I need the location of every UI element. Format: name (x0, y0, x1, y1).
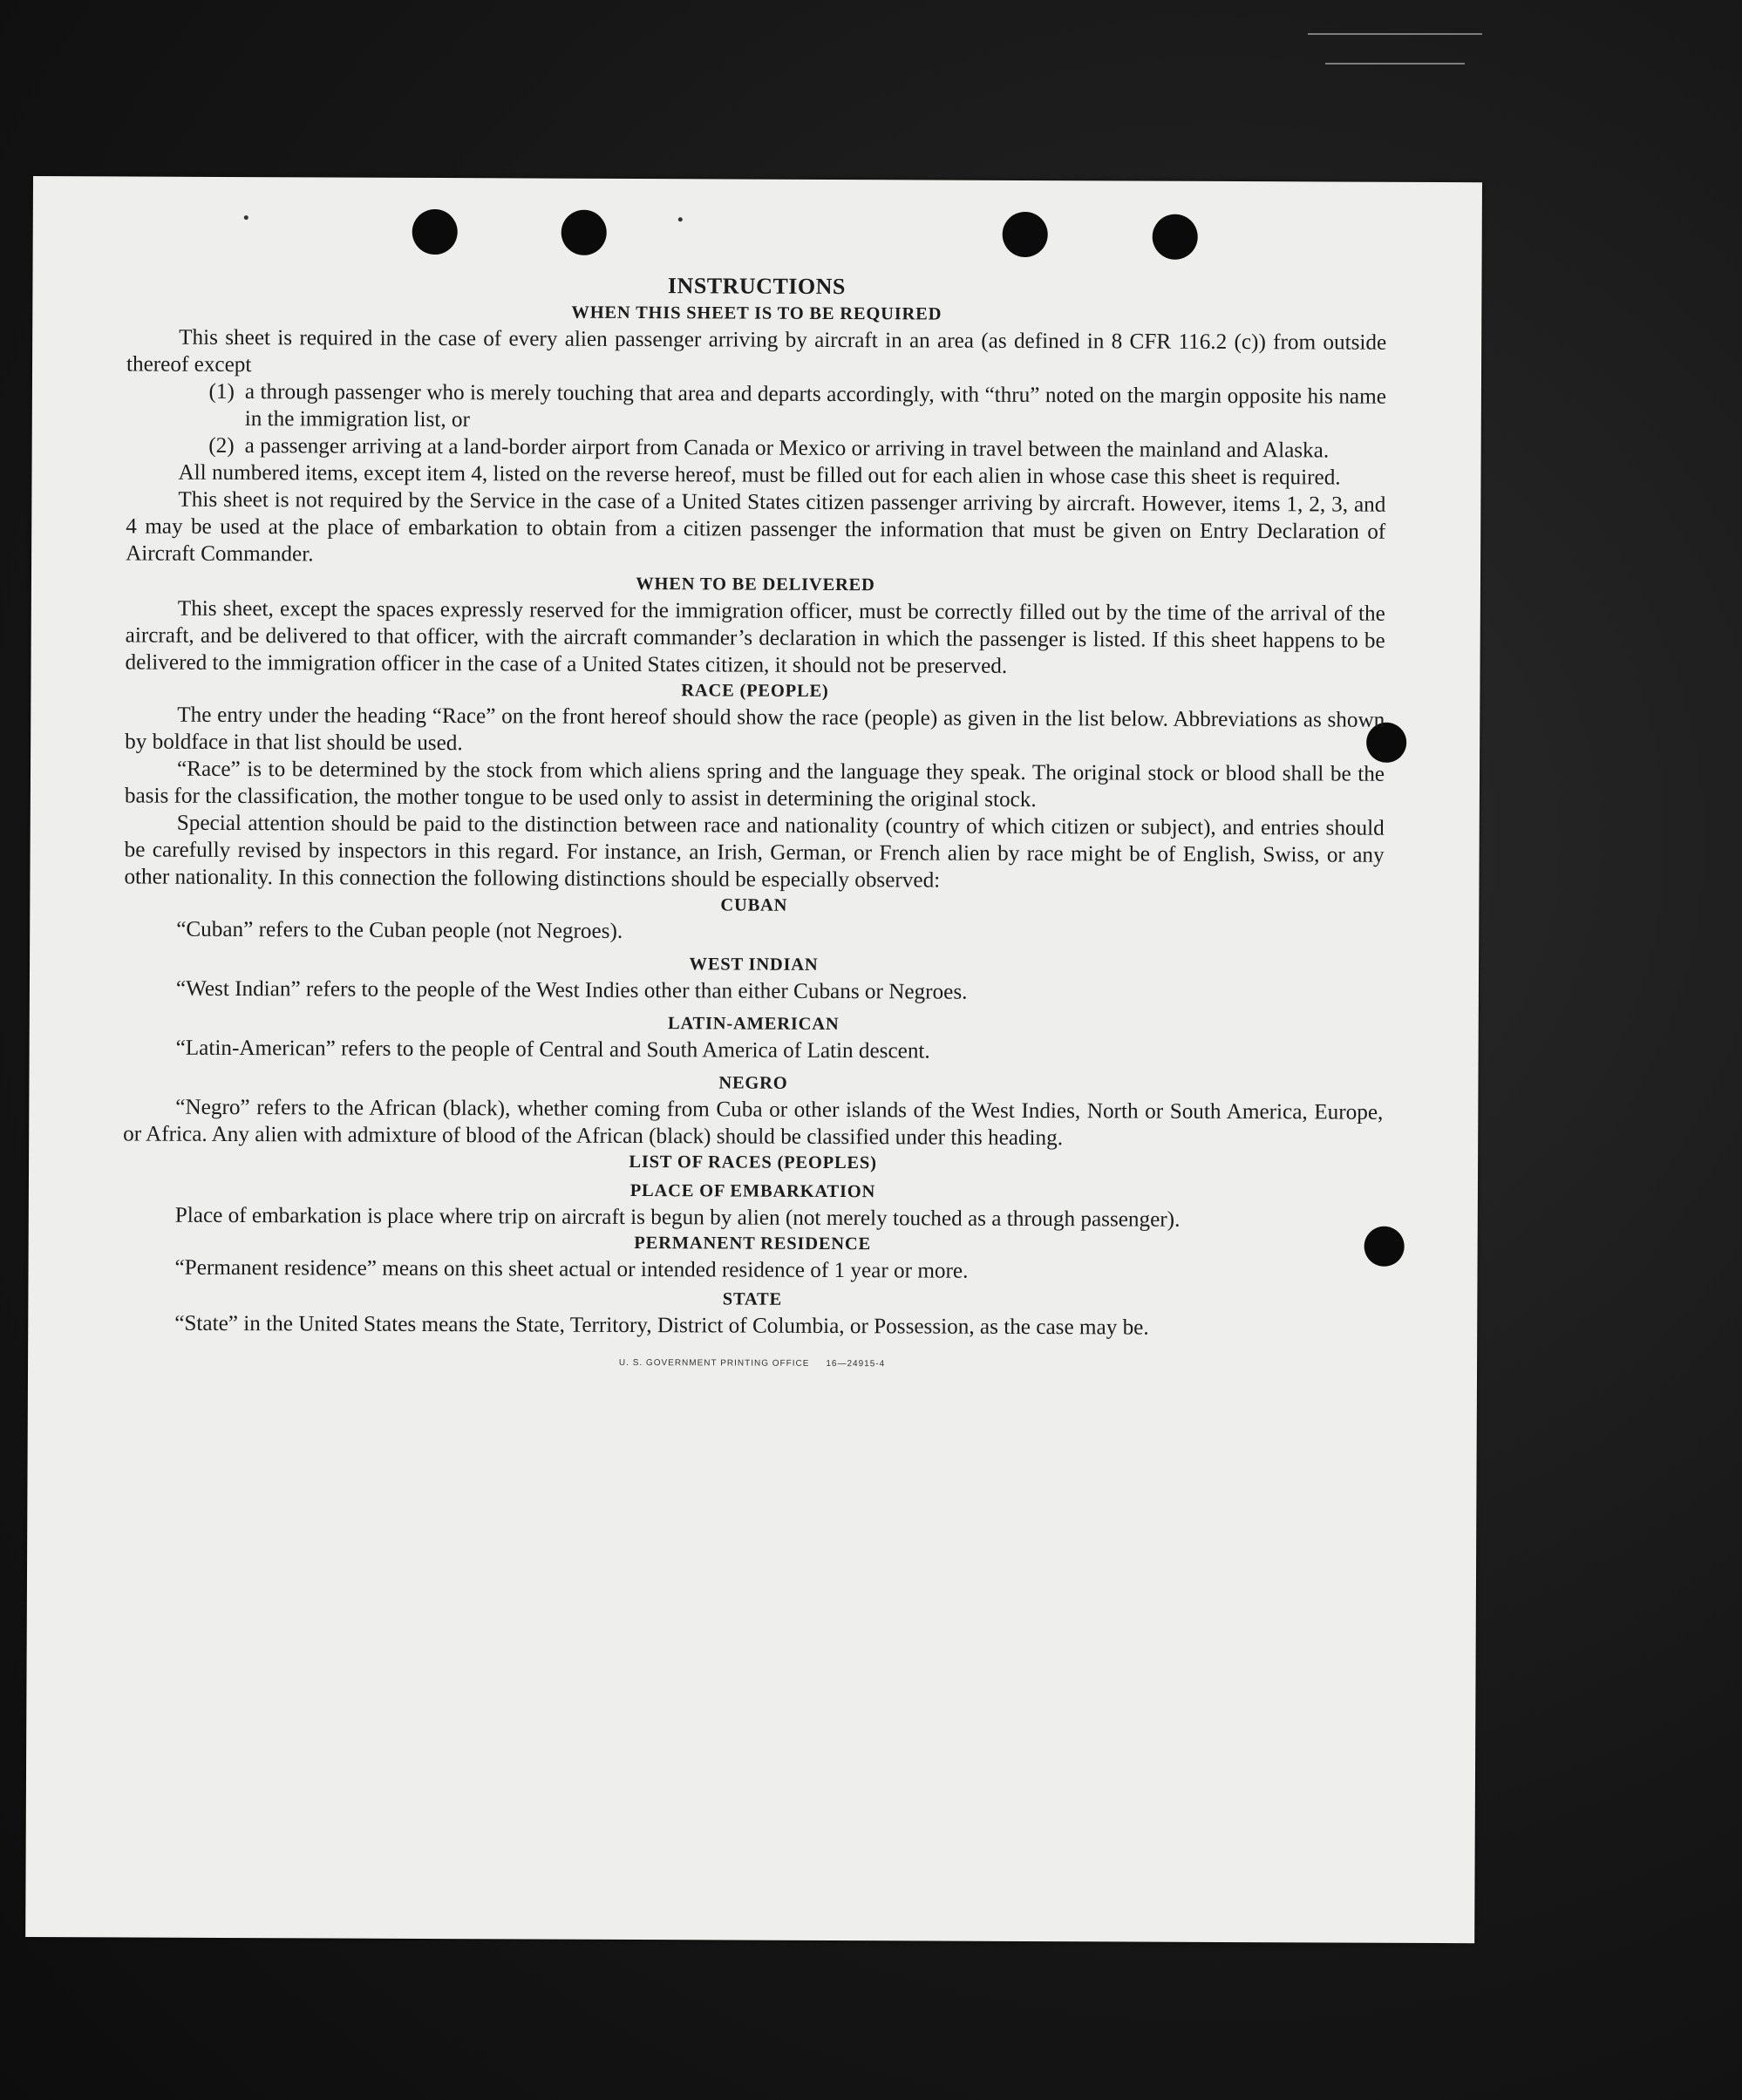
race-entry (1159, 1179, 1383, 1180)
heading-when-required: WHEN THIS SHEET IS TO BE REQUIRED (571, 302, 942, 324)
race-entry (123, 1174, 348, 1175)
race-entry (123, 1174, 348, 1175)
exception-item-text: a through passenger who is merely touching that area and departs accordingly, with “thru” noted on the margin opposite his name in the immigration list, or (244, 380, 1386, 432)
printer-imprint (122, 1347, 1382, 1379)
punch-hole (561, 210, 607, 255)
heading-place-of-embarkation: PLACE OF EMBARKATION (629, 1180, 876, 1202)
speck (244, 215, 248, 220)
latin-american-definition: “Latin-American” refers to the people of Central and South America of Latin descent. (175, 1036, 930, 1064)
race-paragraph-2: “Race” is to be determined by the stock from which aliens spring and the language they speak. The original stock or blood shall be the basis for the classification, the mother tongue to be used only to assist in determining the original stock. (124, 757, 1385, 812)
race-entry (348, 1176, 583, 1177)
race-entry (123, 1174, 348, 1175)
race-entry (1159, 1179, 1383, 1180)
races-column (583, 1177, 834, 1178)
cuban-definition: “Cuban” refers to the Cuban people (not Negroes). (176, 917, 623, 943)
punch-hole (412, 209, 458, 255)
background-line (1325, 63, 1465, 65)
numbered-items-paragraph: All numbered items, except item 4, listed on the reverse hereof, must be filled out for each alien in whose case this sheet is required. (178, 460, 1341, 490)
race-entry (123, 1174, 348, 1175)
race-entry (583, 1177, 834, 1178)
citizen-paragraph: This sheet is not required by the Service in the case of a United States citizen passenger arriving by aircraft. However, items 1, 2, 3, and 4 may be used at the place of embarkation to obtain from a citizen passenger the information that must be given on Entry Declaration of Aircraft Commander. (126, 487, 1386, 567)
punch-hole (1003, 212, 1048, 257)
race-entry (1159, 1179, 1383, 1180)
heading-state: STATE (722, 1289, 783, 1309)
race-entry (123, 1174, 348, 1175)
race-entry (1159, 1179, 1383, 1180)
race-entry (123, 1174, 348, 1175)
background-line (1308, 33, 1482, 35)
speck (678, 217, 683, 221)
heading-latin-american: LATIN-AMERICAN (667, 1014, 840, 1035)
race-entry (583, 1177, 834, 1178)
race-entry (1159, 1179, 1383, 1180)
race-entry (583, 1177, 834, 1178)
race-paragraph-3: Special attention should be paid to the distinction between race and nationality (country of which citizen or subject), and entries should be carefully revised by inspectors in this regard. For instance, an Irish, German, or French alien by race might be of English, Swiss, or any other nationality. In this connection the following distinctions should be especially observed: (124, 811, 1385, 893)
instructions-content (122, 268, 1387, 1379)
race-entry (123, 1174, 348, 1175)
punch-hole (1153, 214, 1198, 260)
state-definition: “State” in the United States means the State, Territory, District of Columbia, or Possession, as the case may be. (174, 1311, 1149, 1340)
heading-west-indian: WEST INDIAN (689, 955, 819, 975)
race-entry (123, 1174, 348, 1175)
race-entry (583, 1177, 834, 1178)
races-column (123, 1174, 348, 1175)
heading-cuban: CUBAN (720, 895, 788, 915)
exception-item (126, 377, 1386, 437)
heading-permanent-residence: PERMANENT RESIDENCE (634, 1233, 872, 1254)
race-entry (583, 1177, 834, 1178)
race-entry (348, 1176, 583, 1177)
heading-race: RACE (PEOPLE) (681, 681, 829, 701)
heading-list-of-races: LIST OF RACES (PEOPLES) (629, 1152, 877, 1173)
race-entry (348, 1176, 583, 1177)
heading-when-delivered: WHEN TO BE DELIVERED (636, 574, 875, 595)
race-entry (348, 1176, 583, 1177)
race-entry (348, 1176, 583, 1177)
races-column (1159, 1179, 1383, 1180)
race-entry (123, 1174, 348, 1175)
race-entry (583, 1177, 834, 1178)
when-required-intro: This sheet is required in the case of every alien passenger arriving by aircraft in an area (as defined in 8 CFR 116.2 (c)) from outside thereof except (126, 325, 1387, 377)
race-entry (348, 1176, 583, 1177)
document-sheet (25, 176, 1482, 1943)
exception-item-number: (1) (208, 379, 235, 404)
form-code: 16—24915-4 (826, 1358, 886, 1369)
race-entry (583, 1177, 834, 1178)
race-paragraph-1: The entry under the heading “Race” on the front hereof should show the race (people) as given in the list below. Abbreviations as shown by boldface in that list should be used. (125, 703, 1385, 756)
race-entry (583, 1177, 834, 1178)
race-entry (348, 1176, 583, 1177)
heading-negro: NEGRO (718, 1073, 788, 1093)
race-entry (348, 1176, 583, 1177)
exception-item-number: (2) (208, 433, 235, 459)
race-entry (348, 1176, 583, 1177)
race-entry (348, 1176, 583, 1177)
races-column (348, 1176, 583, 1177)
race-entry (1159, 1179, 1383, 1180)
race-entry (1159, 1179, 1383, 1180)
race-entry (583, 1177, 834, 1178)
race-entry (123, 1174, 348, 1175)
when-delivered-paragraph: This sheet, except the spaces expressly reserved for the immigration officer, must be correctly filled out by the time of the arrival of the aircraft, and be delivered to that officer, with the aircraft commander’s declaration in which the passenger is listed. If this sheet happens to be delivered to the immigration officer in the case of a United States citizen, it should not be preserved. (125, 596, 1385, 678)
race-entry (583, 1177, 834, 1178)
printer-name: U. S. GOVERNMENT PRINTING OFFICE (618, 1357, 810, 1369)
exception-item-text: a passenger arriving at a land-border airport from Canada or Mexico or arriving in travel between the mainland and Alaska. (244, 434, 1330, 463)
race-entry (1159, 1179, 1383, 1180)
permanent-residence-definition: “Permanent residence” means on this sheet actual or intended residence of 1 year or more. (174, 1255, 969, 1283)
race-entry (123, 1174, 348, 1175)
race-entry (583, 1177, 834, 1178)
place-of-embarkation-definition: Place of embarkation is place where trip on aircraft is begun by alien (not merely touched as a through passenger). (174, 1203, 1181, 1232)
west-indian-definition: “West Indian” refers to the people of the West Indies other than either Cubans or Negroes. (175, 976, 968, 1004)
race-entry (348, 1176, 583, 1177)
negro-definition: “Negro” refers to the African (black), whether coming from Cuba or other islands of the West Indies, North or South America, Europe, or Africa. Any alien with admixture of blood of the African (black) should be classified under this heading. (123, 1095, 1384, 1151)
page-title: INSTRUCTIONS (667, 273, 846, 300)
